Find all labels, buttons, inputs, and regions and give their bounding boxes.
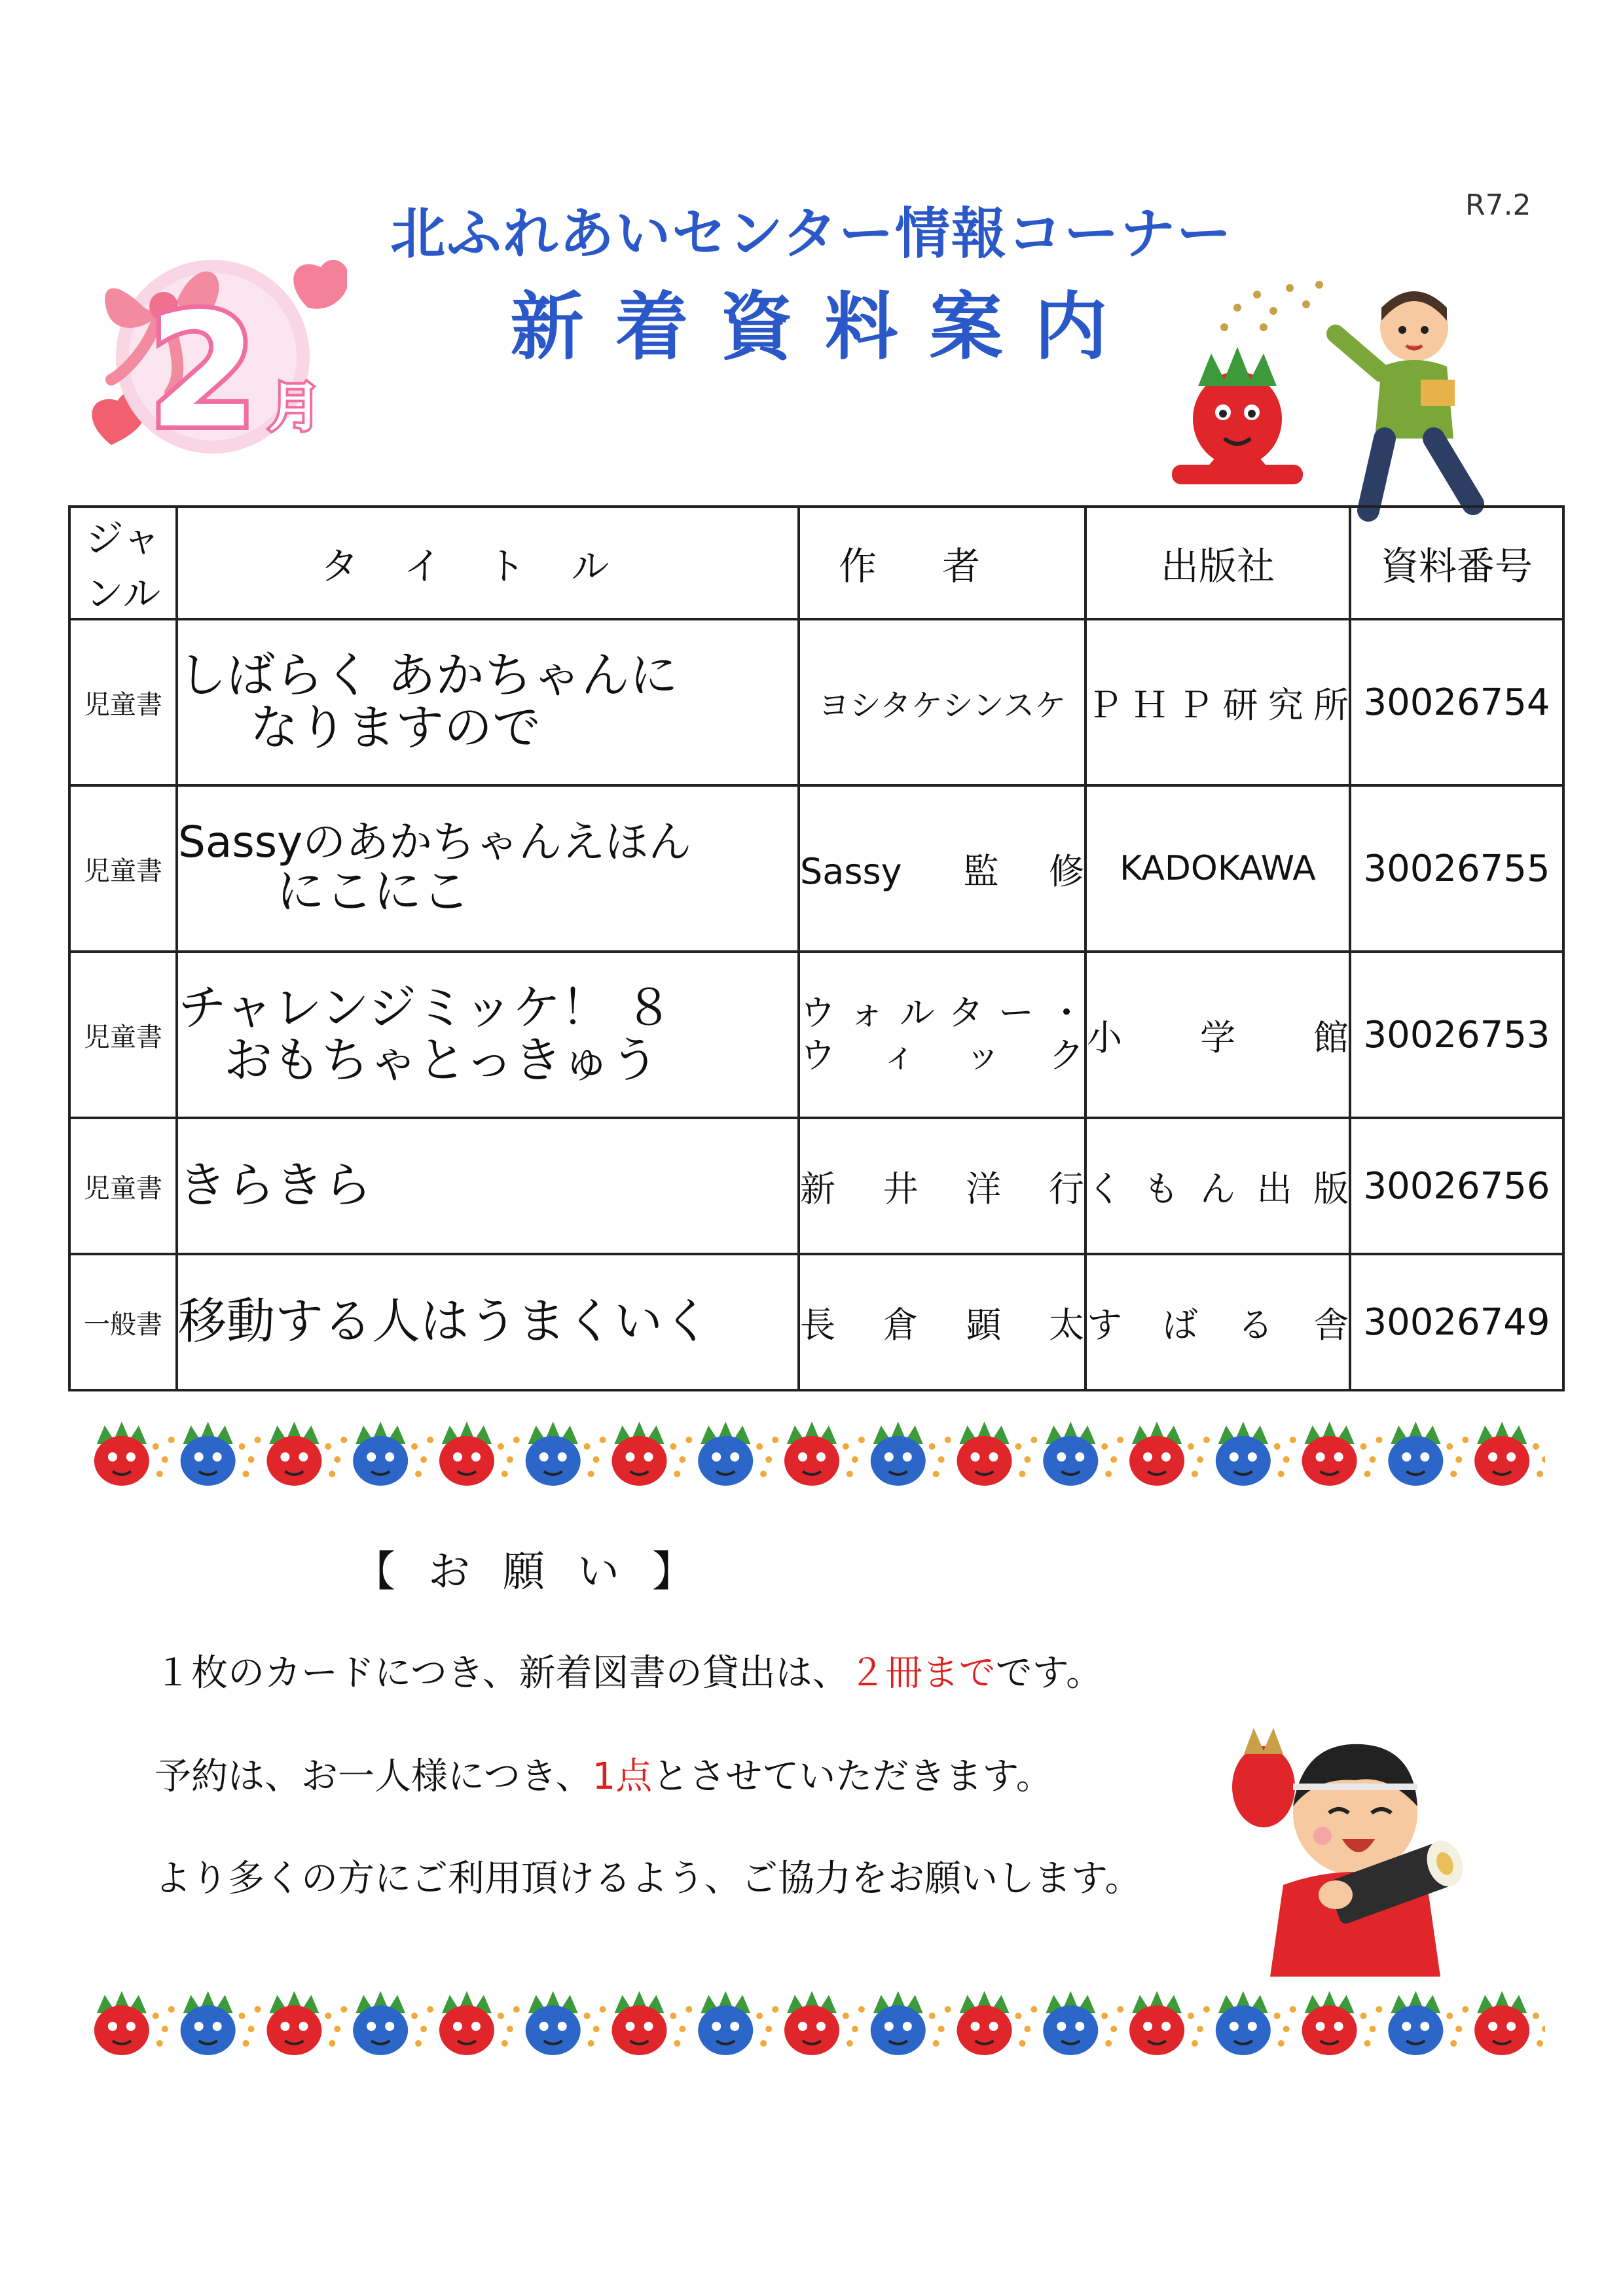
bean-dot-icon bbox=[501, 1471, 508, 1477]
title-cell bbox=[177, 1254, 799, 1390]
bean-dot-icon bbox=[329, 1471, 335, 1477]
center-name-heading: 北ふれあいセンター情報コーナー bbox=[390, 202, 1233, 266]
bean-dot-icon bbox=[1450, 1471, 1457, 1477]
bean-dot-icon bbox=[1188, 2013, 1194, 2019]
bean-dot-icon bbox=[1105, 1471, 1112, 1477]
bean-dot-icon bbox=[1369, 1456, 1376, 1463]
notice-text: １枚のカードにつき、新着図書の貸出は、 bbox=[155, 1652, 849, 1695]
bean-dot-icon bbox=[1015, 2013, 1021, 2019]
oni-face-border-icon bbox=[79, 1414, 1545, 1492]
publisher-cell: すばる舎 bbox=[1085, 1254, 1350, 1390]
bean-dot-icon bbox=[1364, 2040, 1370, 2047]
bean-dot-icon bbox=[168, 1437, 175, 1443]
bean-dot-icon bbox=[427, 1437, 433, 1443]
oni-face-icon bbox=[1388, 1991, 1443, 2055]
bean-dot-icon bbox=[756, 2013, 763, 2019]
bean-dot-icon bbox=[772, 2006, 778, 2013]
oni-face-icon bbox=[181, 1422, 236, 1486]
publisher-cell: KADOKAWA bbox=[1085, 785, 1350, 952]
notice-text: です。 bbox=[995, 1652, 1103, 1695]
bean-dot-icon bbox=[1192, 2040, 1198, 2047]
bean-dot-icon bbox=[945, 2006, 951, 2013]
header-publisher: 出版社 bbox=[1085, 507, 1350, 619]
header-number: 資料番号 bbox=[1350, 507, 1563, 619]
title-line1: チャレンジミッケ！ ８ bbox=[178, 980, 674, 1037]
oni-face-icon bbox=[957, 1991, 1012, 2055]
title-line1: Sassyのあかちゃんえほん bbox=[178, 817, 692, 868]
bean-throwing-illustration-icon bbox=[1159, 275, 1525, 524]
bean-dot-icon bbox=[334, 1456, 340, 1463]
oni-face-icon bbox=[1388, 1422, 1443, 1486]
bean-dot-icon bbox=[760, 1471, 767, 1477]
number-cell: 30026756 bbox=[1350, 1118, 1563, 1254]
bean-dot-icon bbox=[1446, 1443, 1453, 1450]
bean-dot-icon bbox=[340, 2006, 347, 2013]
oni-face-icon bbox=[1129, 1991, 1184, 2055]
oni-face-icon bbox=[611, 1991, 666, 2055]
bean-dot-icon bbox=[584, 2013, 591, 2019]
bean-dot-icon bbox=[843, 1443, 849, 1450]
bean-dot-icon bbox=[162, 2026, 168, 2032]
bean-dot-icon bbox=[325, 1443, 331, 1450]
bean-dot-icon bbox=[756, 1443, 763, 1450]
bean-dot-icon bbox=[156, 1471, 163, 1477]
bean-dot-icon bbox=[852, 2026, 858, 2032]
oni-face-icon bbox=[611, 1422, 666, 1486]
bean-dot-icon bbox=[1360, 1443, 1366, 1450]
header-title: タイトル bbox=[177, 507, 799, 619]
bean-dot-icon bbox=[507, 1456, 513, 1463]
oni-face-icon bbox=[266, 1991, 321, 2055]
bean-dot-icon bbox=[1360, 2013, 1366, 2019]
bean-dot-icon bbox=[843, 2013, 849, 2019]
bean-dot-icon bbox=[1462, 2006, 1468, 2013]
bean-dot-icon bbox=[1203, 2006, 1210, 2013]
bean-dot-icon bbox=[1369, 2026, 1376, 2032]
title-line1: しばらく あかちゃんに bbox=[178, 647, 678, 704]
title-cell bbox=[177, 952, 799, 1118]
bean-dot-icon bbox=[938, 1456, 945, 1463]
table-row bbox=[69, 619, 1563, 785]
bean-dot-icon bbox=[243, 2040, 249, 2047]
oni-face-icon bbox=[1043, 1422, 1098, 1486]
bean-dot-icon bbox=[1455, 1456, 1462, 1463]
bean-dot-icon bbox=[255, 1437, 261, 1443]
oni-face-icon bbox=[784, 1991, 839, 2055]
oni-face-icon bbox=[871, 1422, 926, 1486]
oni-face-icon bbox=[94, 1422, 149, 1486]
bean-dot-icon bbox=[772, 1437, 778, 1443]
bean-dot-icon bbox=[765, 2026, 772, 2032]
bean-dot-icon bbox=[420, 1456, 427, 1463]
bean-dot-icon bbox=[153, 1443, 159, 1450]
month-number: 2 bbox=[148, 279, 258, 463]
bean-dot-icon bbox=[248, 2026, 255, 2032]
author-line1: ウォルター・ bbox=[800, 992, 1084, 1034]
notice-highlight: ２冊まで bbox=[848, 1652, 996, 1695]
bean-dot-icon bbox=[340, 1437, 347, 1443]
title-line2: にこにこ bbox=[276, 863, 470, 920]
oni-face-icon bbox=[871, 1991, 926, 2055]
bean-dot-icon bbox=[1376, 1437, 1382, 1443]
bean-dot-icon bbox=[945, 1437, 951, 1443]
table-row bbox=[69, 952, 1563, 1118]
bean-dot-icon bbox=[600, 2006, 606, 2013]
oni-face-icon bbox=[353, 1422, 408, 1486]
bean-dot-icon bbox=[1188, 1443, 1194, 1450]
number-cell: 30026749 bbox=[1350, 1254, 1563, 1390]
bean-dot-icon bbox=[1533, 1443, 1539, 1450]
author-line2: ウィック bbox=[800, 1035, 1084, 1076]
bean-dot-icon bbox=[1192, 1471, 1198, 1477]
notice-text: 予約は、お一人様につき、 bbox=[155, 1755, 593, 1798]
bean-dot-icon bbox=[858, 1437, 865, 1443]
bean-dot-icon bbox=[593, 2026, 600, 2032]
bean-dot-icon bbox=[1455, 2026, 1462, 2032]
bean-dot-icon bbox=[679, 1456, 685, 1463]
notice-line-loan-limit bbox=[155, 1644, 1103, 1696]
number-cell: 30026753 bbox=[1350, 952, 1563, 1118]
bean-dot-icon bbox=[1537, 1471, 1543, 1477]
oni-face-icon bbox=[1474, 1422, 1529, 1486]
ehomaki-eating-illustration-icon bbox=[1231, 1715, 1467, 1977]
author-cell bbox=[799, 952, 1085, 1118]
bean-dot-icon bbox=[1290, 1437, 1296, 1443]
header-author: 作者 bbox=[799, 507, 1085, 619]
bean-dot-icon bbox=[933, 2040, 939, 2047]
bean-dot-icon bbox=[1283, 2026, 1290, 2032]
bean-dot-icon bbox=[760, 2040, 767, 2047]
bean-dot-icon bbox=[255, 2006, 261, 2013]
bean-dot-icon bbox=[1446, 2013, 1453, 2019]
oni-face-icon bbox=[1302, 1991, 1357, 2055]
genre-cell: 児童書 bbox=[69, 952, 177, 1118]
bean-dot-icon bbox=[1197, 2026, 1203, 2032]
oni-face-icon bbox=[439, 1422, 494, 1486]
bean-dot-icon bbox=[513, 2006, 520, 2013]
bean-dot-icon bbox=[1101, 1443, 1108, 1450]
oni-face-icon bbox=[1216, 1422, 1271, 1486]
oni-face-icon bbox=[784, 1422, 839, 1486]
bean-dot-icon bbox=[334, 2026, 340, 2032]
bean-dot-icon bbox=[1030, 2006, 1037, 2013]
bean-dot-icon bbox=[933, 1471, 939, 1477]
table-row bbox=[69, 1118, 1563, 1254]
bean-dot-icon bbox=[1462, 1437, 1468, 1443]
bean-dot-icon bbox=[420, 2026, 427, 2032]
bean-dot-icon bbox=[674, 2040, 680, 2047]
bean-dot-icon bbox=[670, 2013, 676, 2019]
number-cell: 30026755 bbox=[1350, 785, 1563, 952]
bean-dot-icon bbox=[1117, 1437, 1123, 1443]
bean-dot-icon bbox=[852, 1456, 858, 1463]
bean-dot-icon bbox=[600, 1437, 606, 1443]
bean-dot-icon bbox=[1450, 2040, 1457, 2047]
oni-face-icon bbox=[1302, 1422, 1357, 1486]
title-cell bbox=[177, 785, 799, 952]
oni-face-border-icon bbox=[79, 1983, 1545, 2062]
oni-face-icon bbox=[1474, 1991, 1529, 2055]
bean-dot-icon bbox=[1542, 2026, 1545, 2032]
bean-dot-icon bbox=[153, 2013, 159, 2019]
author-cell: 新井洋行 bbox=[799, 1118, 1085, 1254]
bean-dot-icon bbox=[1274, 1443, 1281, 1450]
bean-dot-icon bbox=[1015, 1443, 1021, 1450]
bean-dot-icon bbox=[1019, 1471, 1025, 1477]
bean-dot-icon bbox=[1203, 1437, 1210, 1443]
bean-dot-icon bbox=[679, 2026, 685, 2032]
notice-text: とさせていただきます。 bbox=[652, 1755, 1053, 1798]
oni-face-icon bbox=[181, 1991, 236, 2055]
title-line1: きらきら bbox=[178, 1157, 372, 1214]
bean-dot-icon bbox=[1537, 2040, 1543, 2047]
bean-dot-icon bbox=[498, 1443, 504, 1450]
title-cell bbox=[177, 619, 799, 785]
notice-line-reservation bbox=[155, 1748, 1053, 1800]
bean-dot-icon bbox=[411, 1443, 418, 1450]
bean-dot-icon bbox=[1110, 2026, 1117, 2032]
notice-line-cooperation: より多くの方にご利用頂けるよう、ご協力をお願いします。 bbox=[155, 1857, 1142, 1900]
bean-dot-icon bbox=[415, 2040, 422, 2047]
bean-dot-icon bbox=[670, 1443, 676, 1450]
bean-dot-icon bbox=[929, 1443, 936, 1450]
bean-dot-icon bbox=[513, 1437, 520, 1443]
bean-dot-icon bbox=[847, 2040, 853, 2047]
author-cell: 長倉顕太 bbox=[799, 1254, 1085, 1390]
bean-dot-icon bbox=[411, 2013, 418, 2019]
bean-dot-icon bbox=[685, 1437, 692, 1443]
oni-face-icon bbox=[94, 1991, 149, 2055]
title-line1: 移動する人はうまくいく bbox=[178, 1293, 711, 1350]
bean-dot-icon bbox=[1274, 2013, 1281, 2019]
month-unit: 月 bbox=[268, 377, 321, 438]
genre-cell: 児童書 bbox=[69, 619, 177, 785]
new-books-table bbox=[68, 505, 1565, 1391]
bean-dot-icon bbox=[1364, 1471, 1370, 1477]
bean-dot-icon bbox=[1197, 1456, 1203, 1463]
bean-dot-icon bbox=[765, 1456, 772, 1463]
bean-dot-icon bbox=[156, 2040, 163, 2047]
oni-face-icon bbox=[526, 1991, 581, 2055]
bean-dot-icon bbox=[685, 2006, 692, 2013]
author-cell: Sassy 監修 bbox=[799, 785, 1085, 952]
bean-dot-icon bbox=[415, 1471, 422, 1477]
bean-dot-icon bbox=[168, 2006, 175, 2013]
title-line2: おもちゃとっきゅう bbox=[224, 1032, 659, 1088]
bean-dot-icon bbox=[1030, 1437, 1037, 1443]
oni-face-icon bbox=[266, 1422, 321, 1486]
oni-face-icon bbox=[1129, 1422, 1184, 1486]
bean-dot-icon bbox=[507, 2026, 513, 2032]
bean-dot-icon bbox=[593, 1456, 600, 1463]
title-cell bbox=[177, 1118, 799, 1254]
bean-dot-icon bbox=[674, 1471, 680, 1477]
oni-face-icon bbox=[957, 1422, 1012, 1486]
table-header-row bbox=[69, 507, 1563, 619]
bean-dot-icon bbox=[501, 2040, 508, 2047]
bean-dot-icon bbox=[498, 2013, 504, 2019]
oni-face-icon bbox=[439, 1991, 494, 2055]
bean-dot-icon bbox=[1110, 1456, 1117, 1463]
bean-dot-icon bbox=[1533, 2013, 1539, 2019]
bean-dot-icon bbox=[1117, 2006, 1123, 2013]
bean-dot-icon bbox=[239, 2013, 246, 2019]
bean-dot-icon bbox=[329, 2040, 335, 2047]
author-cell: ヨシタケシンスケ bbox=[799, 619, 1085, 785]
oni-face-icon bbox=[1216, 1991, 1271, 2055]
bean-dot-icon bbox=[1278, 1471, 1285, 1477]
oni-face-icon bbox=[698, 1422, 753, 1486]
bean-dot-icon bbox=[243, 1471, 249, 1477]
oni-face-icon bbox=[1043, 1991, 1098, 2055]
bean-dot-icon bbox=[1376, 2006, 1382, 2013]
bean-dot-icon bbox=[1542, 1456, 1545, 1463]
bean-dot-icon bbox=[1105, 2040, 1112, 2047]
bean-dot-icon bbox=[1283, 1456, 1290, 1463]
genre-cell: 児童書 bbox=[69, 1118, 177, 1254]
page-title: 新着資料案内 bbox=[510, 285, 1139, 370]
bean-dot-icon bbox=[1290, 2006, 1296, 2013]
header-genre: ジャンル bbox=[69, 507, 177, 619]
bean-dot-icon bbox=[1101, 2013, 1108, 2019]
bean-dot-icon bbox=[584, 1443, 591, 1450]
oni-face-icon bbox=[698, 1991, 753, 2055]
title-line2: なりますので bbox=[250, 700, 541, 756]
bean-dot-icon bbox=[1024, 1456, 1030, 1463]
oni-face-icon bbox=[353, 1991, 408, 2055]
bean-dot-icon bbox=[847, 1471, 853, 1477]
table-row bbox=[69, 1254, 1563, 1390]
genre-cell: 一般書 bbox=[69, 1254, 177, 1390]
bean-dot-icon bbox=[248, 1456, 255, 1463]
oni-face-icon bbox=[526, 1422, 581, 1486]
publisher-cell: ＰＨＰ研究所 bbox=[1085, 619, 1350, 785]
bean-dot-icon bbox=[588, 1471, 594, 1477]
bean-dot-icon bbox=[239, 1443, 246, 1450]
bean-dot-icon bbox=[1024, 2026, 1030, 2032]
heart-ribbon-icon bbox=[72, 229, 347, 465]
publisher-cell: 小学館 bbox=[1085, 952, 1350, 1118]
bean-dot-icon bbox=[1019, 2040, 1025, 2047]
notice-highlight: 1点 bbox=[592, 1755, 653, 1798]
bean-dot-icon bbox=[1278, 2040, 1285, 2047]
bean-dot-icon bbox=[162, 1456, 168, 1463]
bean-dot-icon bbox=[325, 2013, 331, 2019]
bean-dot-icon bbox=[427, 2006, 433, 2013]
bean-dot-icon bbox=[929, 2013, 936, 2019]
genre-cell: 児童書 bbox=[69, 785, 177, 952]
version-label: R7.2 bbox=[1465, 188, 1531, 222]
number-cell: 30026754 bbox=[1350, 619, 1563, 785]
bean-dot-icon bbox=[858, 2006, 865, 2013]
bean-dot-icon bbox=[588, 2040, 594, 2047]
publisher-cell: くもん出版 bbox=[1085, 1118, 1350, 1254]
notice-heading: 【お願い】 bbox=[354, 1548, 727, 1596]
table-row bbox=[69, 785, 1563, 952]
bean-dot-icon bbox=[938, 2026, 945, 2032]
